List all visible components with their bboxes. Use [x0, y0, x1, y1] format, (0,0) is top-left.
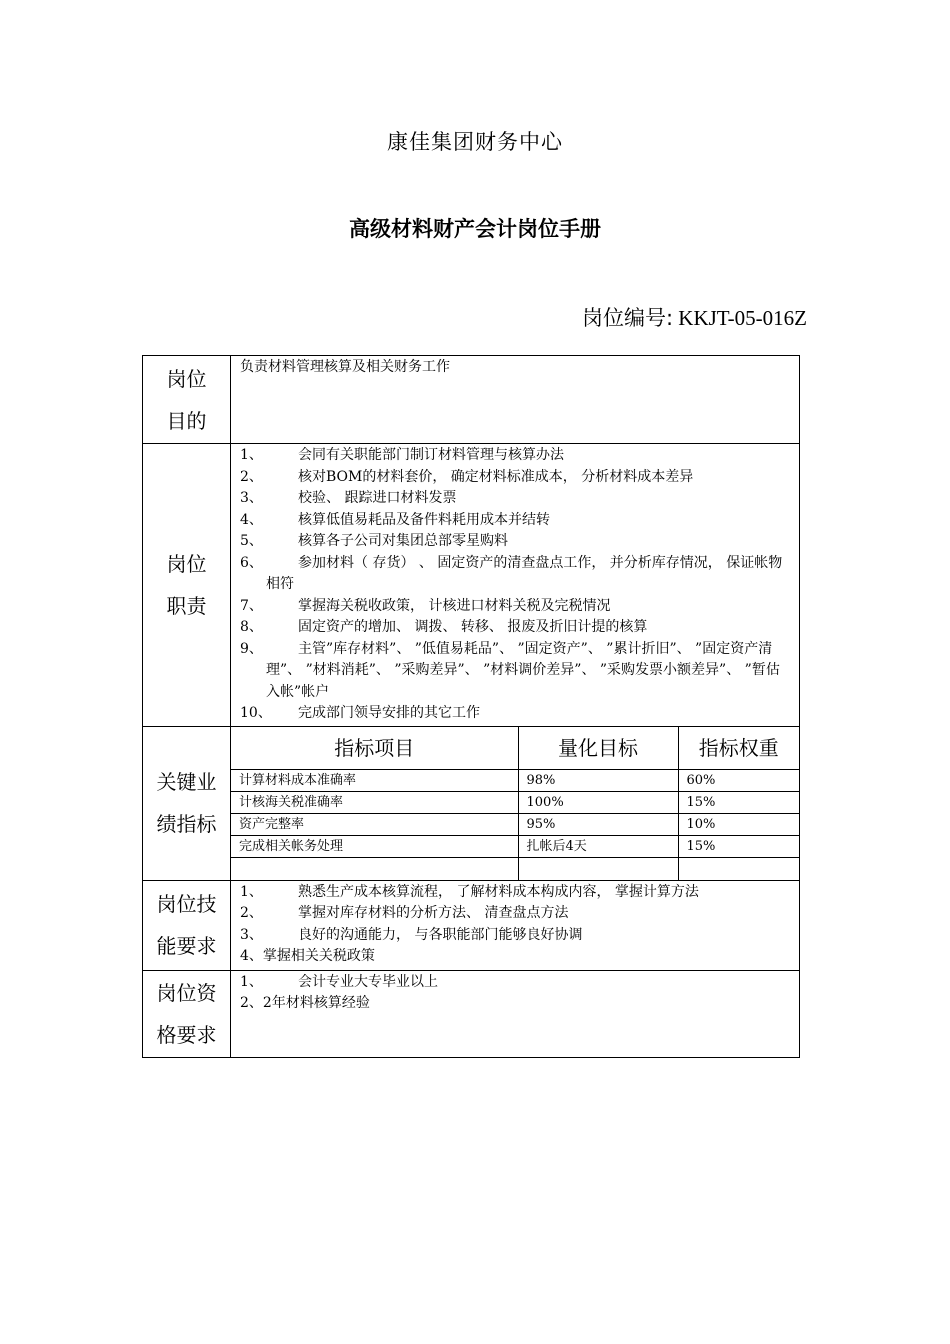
list-item [240, 972, 791, 994]
skills-row [143, 880, 800, 970]
item-number: 4、 [240, 511, 263, 528]
table-row-empty [231, 858, 799, 880]
kpi-weight: 10% [678, 814, 799, 836]
item-number: 9、 [240, 640, 263, 657]
organization-name: 康佳集团财务中心 [387, 130, 563, 154]
item-text: 核算各子公司对集团总部零星购料 [298, 533, 508, 549]
kpi-label [143, 727, 231, 881]
skills-label-line1: 岗位技 [156, 892, 217, 916]
item-text: 熟悉生产成本核算流程， 了解材料成本构成内容， 掌握计算方法 [298, 883, 699, 900]
duties-row [143, 444, 800, 727]
skills-label [143, 880, 231, 970]
position-code-label: 岗位编号: [581, 306, 674, 330]
item-number: 7、 [240, 597, 263, 614]
kpi-target: 100% [518, 792, 678, 814]
item-number: 2、 [240, 468, 263, 485]
kpi-item: 资产完整率 [231, 814, 518, 836]
qualification-label [143, 970, 231, 1057]
kpi-cell [231, 727, 800, 881]
item-number: 5、 [240, 533, 263, 549]
kpi-weight: 60% [678, 770, 799, 792]
job-manual-table [142, 355, 800, 1058]
kpi-target: 95% [518, 814, 678, 836]
item-number: 1、 [240, 973, 263, 990]
list-item [240, 703, 791, 725]
item-text: 核算低值易耗品及备件料耗用成本并结转 [298, 511, 550, 528]
position-code-value: KKJT-05-016Z [673, 306, 807, 330]
purpose-label-line1: 岗位 [166, 366, 207, 391]
item-text: 掌握海关税收政策， 计核进口材料关税及完税情况 [298, 597, 611, 614]
position-code [582, 302, 807, 332]
qualification-label-line1: 岗位资 [156, 980, 217, 1005]
list-item [240, 617, 791, 639]
duties-list [231, 444, 800, 727]
list-item [240, 553, 791, 596]
table-row [231, 792, 799, 814]
item-text: 核对BOM的材料套价， 确定材料标准成本， 分析材料成本差异 [298, 468, 694, 485]
item-text: 固定资产的增加、 调拨、 转移、 报废及折旧计提的核算 [298, 619, 648, 635]
item-text: 会同有关职能部门制订材料管理与核算办法 [298, 447, 564, 463]
kpi-label-line1: 关键业 [156, 770, 217, 795]
kpi-header-target: 量化目标 [518, 727, 678, 770]
skills-list [231, 880, 800, 970]
purpose-row [143, 356, 800, 444]
duties-label-line2: 职责 [166, 594, 207, 618]
purpose-label [143, 356, 231, 444]
kpi-row [143, 727, 800, 881]
item-number: 1、 [240, 447, 263, 463]
kpi-weight-empty [678, 858, 799, 880]
kpi-weight: 15% [678, 836, 799, 858]
kpi-item-empty [231, 858, 518, 880]
skills-label-line2: 能要求 [156, 934, 217, 958]
kpi-weight: 15% [678, 792, 799, 814]
list-item [240, 903, 791, 925]
qualification-row [143, 970, 800, 1057]
item-text: 参加材料（ 存货） 、 固定资产的清查盘点工作， 并分析库存情况， 保证帐物相符 [266, 554, 783, 592]
kpi-table [231, 727, 799, 880]
list-item [240, 531, 791, 553]
kpi-target: 98% [518, 770, 678, 792]
kpi-item: 完成相关帐务处理 [231, 836, 518, 858]
kpi-header-item: 指标项目 [231, 727, 518, 770]
kpi-target: 扎帐后4天 [518, 836, 678, 858]
item-text: 主管”库存材料”、 ”低值易耗品”、 ”固定资产”、 ”累计折旧”、 ”固定资产清理”、 ”材料消耗”、 ”采购差异”、 ”材料调价差异”、 ”采购发票小额差异”、 ”暂估入帐”帐户 [266, 640, 780, 700]
list-item: 2、2年材料核算经验 [240, 995, 370, 1011]
item-text: 会计专业大专毕业以上 [298, 973, 438, 990]
purpose-label-line2: 目的 [166, 408, 207, 433]
list-item [240, 488, 791, 510]
item-number: 3、 [240, 926, 263, 943]
item-text: 完成部门领导安排的其它工作 [298, 705, 480, 721]
purpose-text: 负责材料管理核算及相关财务工作 [231, 356, 800, 444]
qualification-label-line2: 格要求 [156, 1022, 217, 1047]
kpi-header-weight: 指标权重 [678, 727, 799, 770]
list-item [240, 639, 791, 704]
list-item: 4、掌握相关关税政策 [240, 948, 375, 964]
item-number: 1、 [240, 883, 263, 900]
list-item [240, 596, 791, 618]
list-item [240, 510, 791, 532]
list-item [240, 445, 791, 467]
kpi-header-row [231, 727, 799, 770]
item-number: 2、 [240, 905, 263, 921]
table-row [231, 770, 799, 792]
document-title: 高级材料财产会计岗位手册 [349, 217, 601, 241]
item-text: 校验、 跟踪进口材料发票 [298, 490, 457, 506]
table-row [231, 814, 799, 836]
item-number: 3、 [240, 490, 263, 506]
item-text: 良好的沟通能力， 与各职能部门能够良好协调 [298, 926, 583, 943]
duties-label-line1: 岗位 [166, 552, 207, 576]
list-item [240, 467, 791, 489]
kpi-item: 计算材料成本准确率 [231, 770, 518, 792]
kpi-item: 计核海关税准确率 [231, 792, 518, 814]
list-item [240, 882, 791, 904]
item-number: 8、 [240, 619, 263, 635]
table-row [231, 836, 799, 858]
kpi-label-line2: 绩指标 [156, 812, 217, 837]
kpi-target-empty [518, 858, 678, 880]
qualification-list [231, 970, 800, 1057]
item-number: 6、 [240, 554, 263, 571]
item-text: 掌握对库存材料的分析方法、 清查盘点方法 [298, 905, 569, 921]
duties-label [143, 444, 231, 727]
list-item [240, 925, 791, 947]
item-number: 10、 [240, 705, 272, 721]
